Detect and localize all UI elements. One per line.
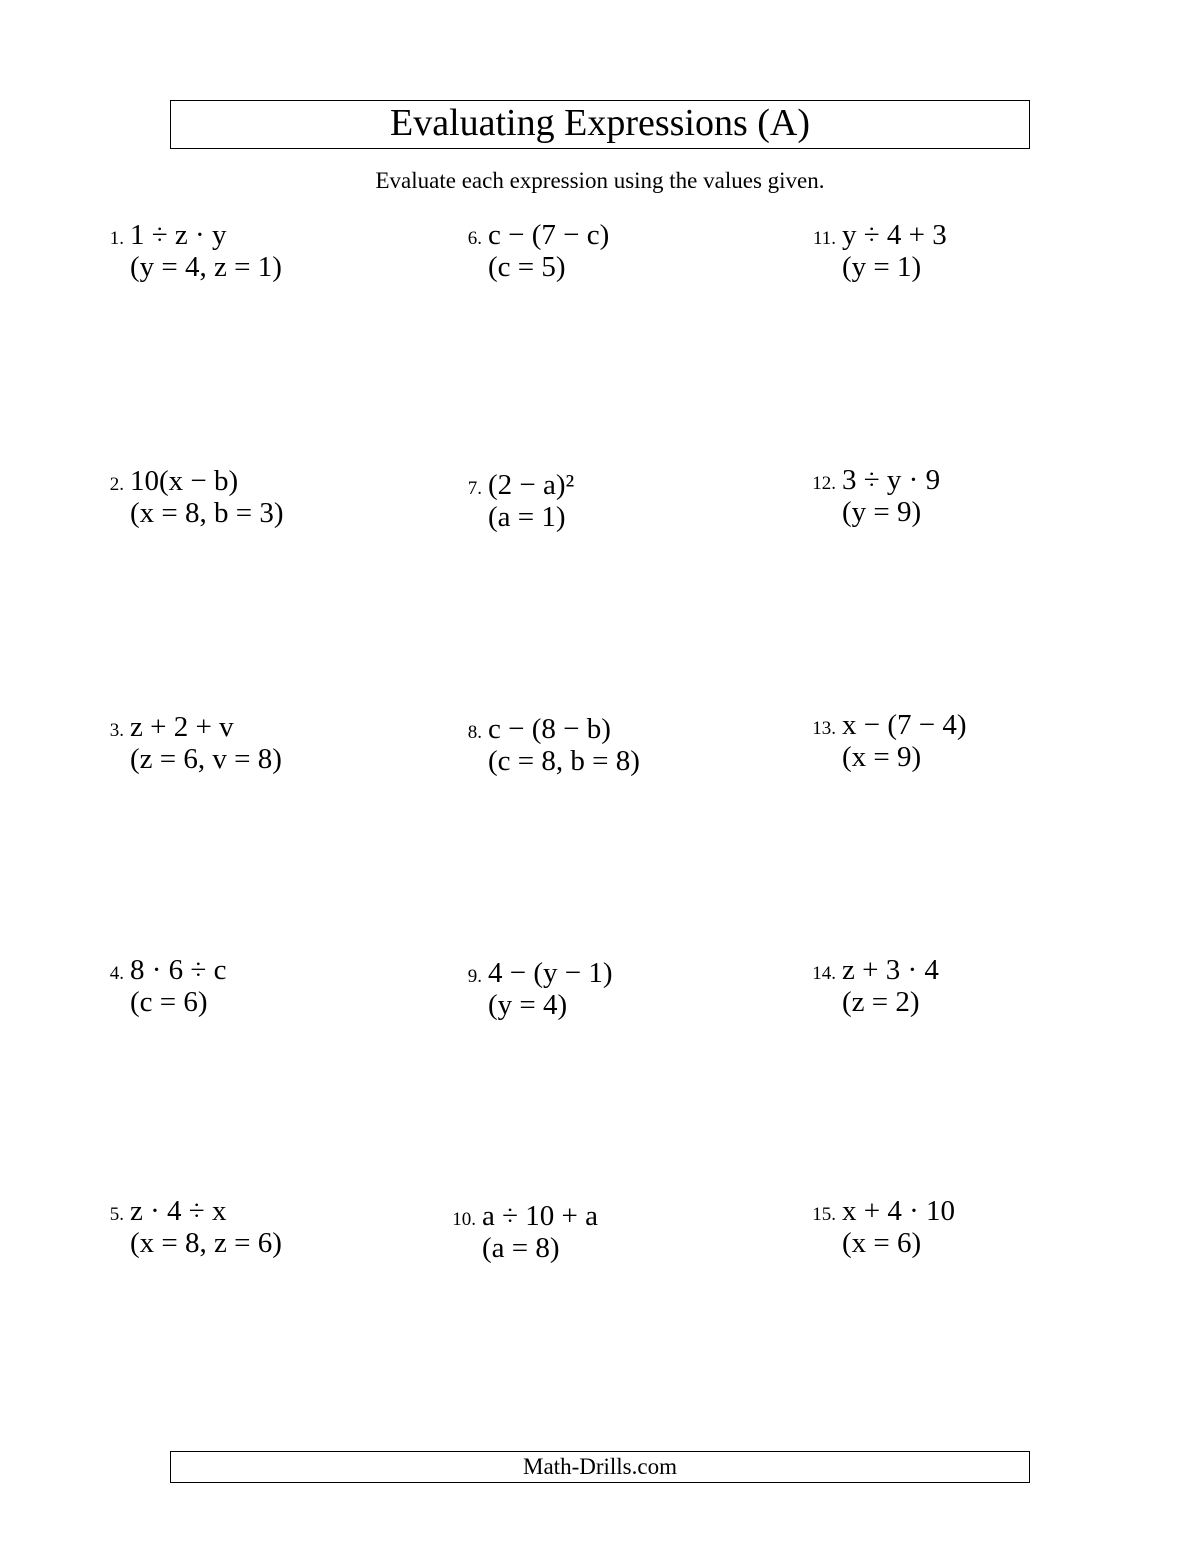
problem-expression: z · 4 ÷ x [130, 1195, 227, 1227]
problem-number: 10. [452, 1209, 476, 1230]
footer-site-name: Math-Drills.com [170, 1451, 1030, 1483]
problem-number: 7. [467, 478, 482, 499]
problem-number: 14. [812, 963, 836, 984]
problem-given-values: (c = 5) [488, 251, 566, 283]
problem-number: 11. [812, 228, 836, 249]
problem-given-values: (a = 1) [488, 501, 566, 533]
problem-expression: x − (7 − 4) [842, 709, 967, 741]
problem-expression: z + 2 + v [130, 711, 234, 743]
problem-expression: 4 − (y − 1) [488, 957, 613, 989]
problem-number: 5. [109, 1204, 124, 1225]
problem-expression: 1 ÷ z · y [130, 219, 227, 251]
problem-number: 3. [109, 720, 124, 741]
problem-number: 12. [812, 473, 836, 494]
problem-expression: 8 · 6 ÷ c [130, 954, 227, 986]
problem-number: 1. [109, 228, 124, 249]
problem-number: 6. [467, 228, 482, 249]
problem-given-values: (z = 2) [842, 986, 920, 1018]
problem-given-values: (x = 6) [842, 1227, 922, 1259]
problem-number: 9. [467, 966, 482, 987]
problem-number: 2. [109, 474, 124, 495]
problem-expression: a ÷ 10 + a [482, 1200, 599, 1232]
problem-given-values: (c = 6) [130, 986, 208, 1018]
problem-expression: c − (7 − c) [488, 219, 610, 251]
problem-number: 15. [812, 1204, 836, 1225]
problem-expression: x + 4 · 10 [842, 1195, 956, 1227]
worksheet-title: Evaluating Expressions (A) [170, 100, 1030, 149]
problem-given-values: (x = 8, b = 3) [130, 497, 284, 529]
problem-number: 8. [467, 722, 482, 743]
problem-given-values: (z = 6, v = 8) [130, 743, 282, 775]
problem-expression: c − (8 − b) [488, 713, 611, 745]
problem-expression: y ÷ 4 + 3 [842, 219, 947, 251]
instructions-text: Evaluate each expression using the values given. [375, 168, 825, 193]
problem-given-values: (c = 8, b = 8) [488, 745, 640, 777]
problem-number: 4. [109, 963, 124, 984]
problem-expression: 10(x − b) [130, 465, 239, 497]
problem-given-values: (x = 9) [842, 741, 922, 773]
problem-given-values: (a = 8) [482, 1232, 560, 1264]
problem-expression: 3 ÷ y · 9 [842, 464, 941, 496]
problem-given-values: (y = 4) [488, 989, 568, 1021]
problem-given-values: (y = 4, z = 1) [130, 251, 282, 283]
problem-given-values: (y = 9) [842, 496, 922, 528]
problem-number: 13. [812, 718, 836, 739]
problem-given-values: (y = 1) [842, 251, 922, 283]
problem-given-values: (x = 8, z = 6) [130, 1227, 282, 1259]
problem-expression: z + 3 · 4 [842, 954, 939, 986]
problem-expression: (2 − a)² [488, 469, 575, 501]
